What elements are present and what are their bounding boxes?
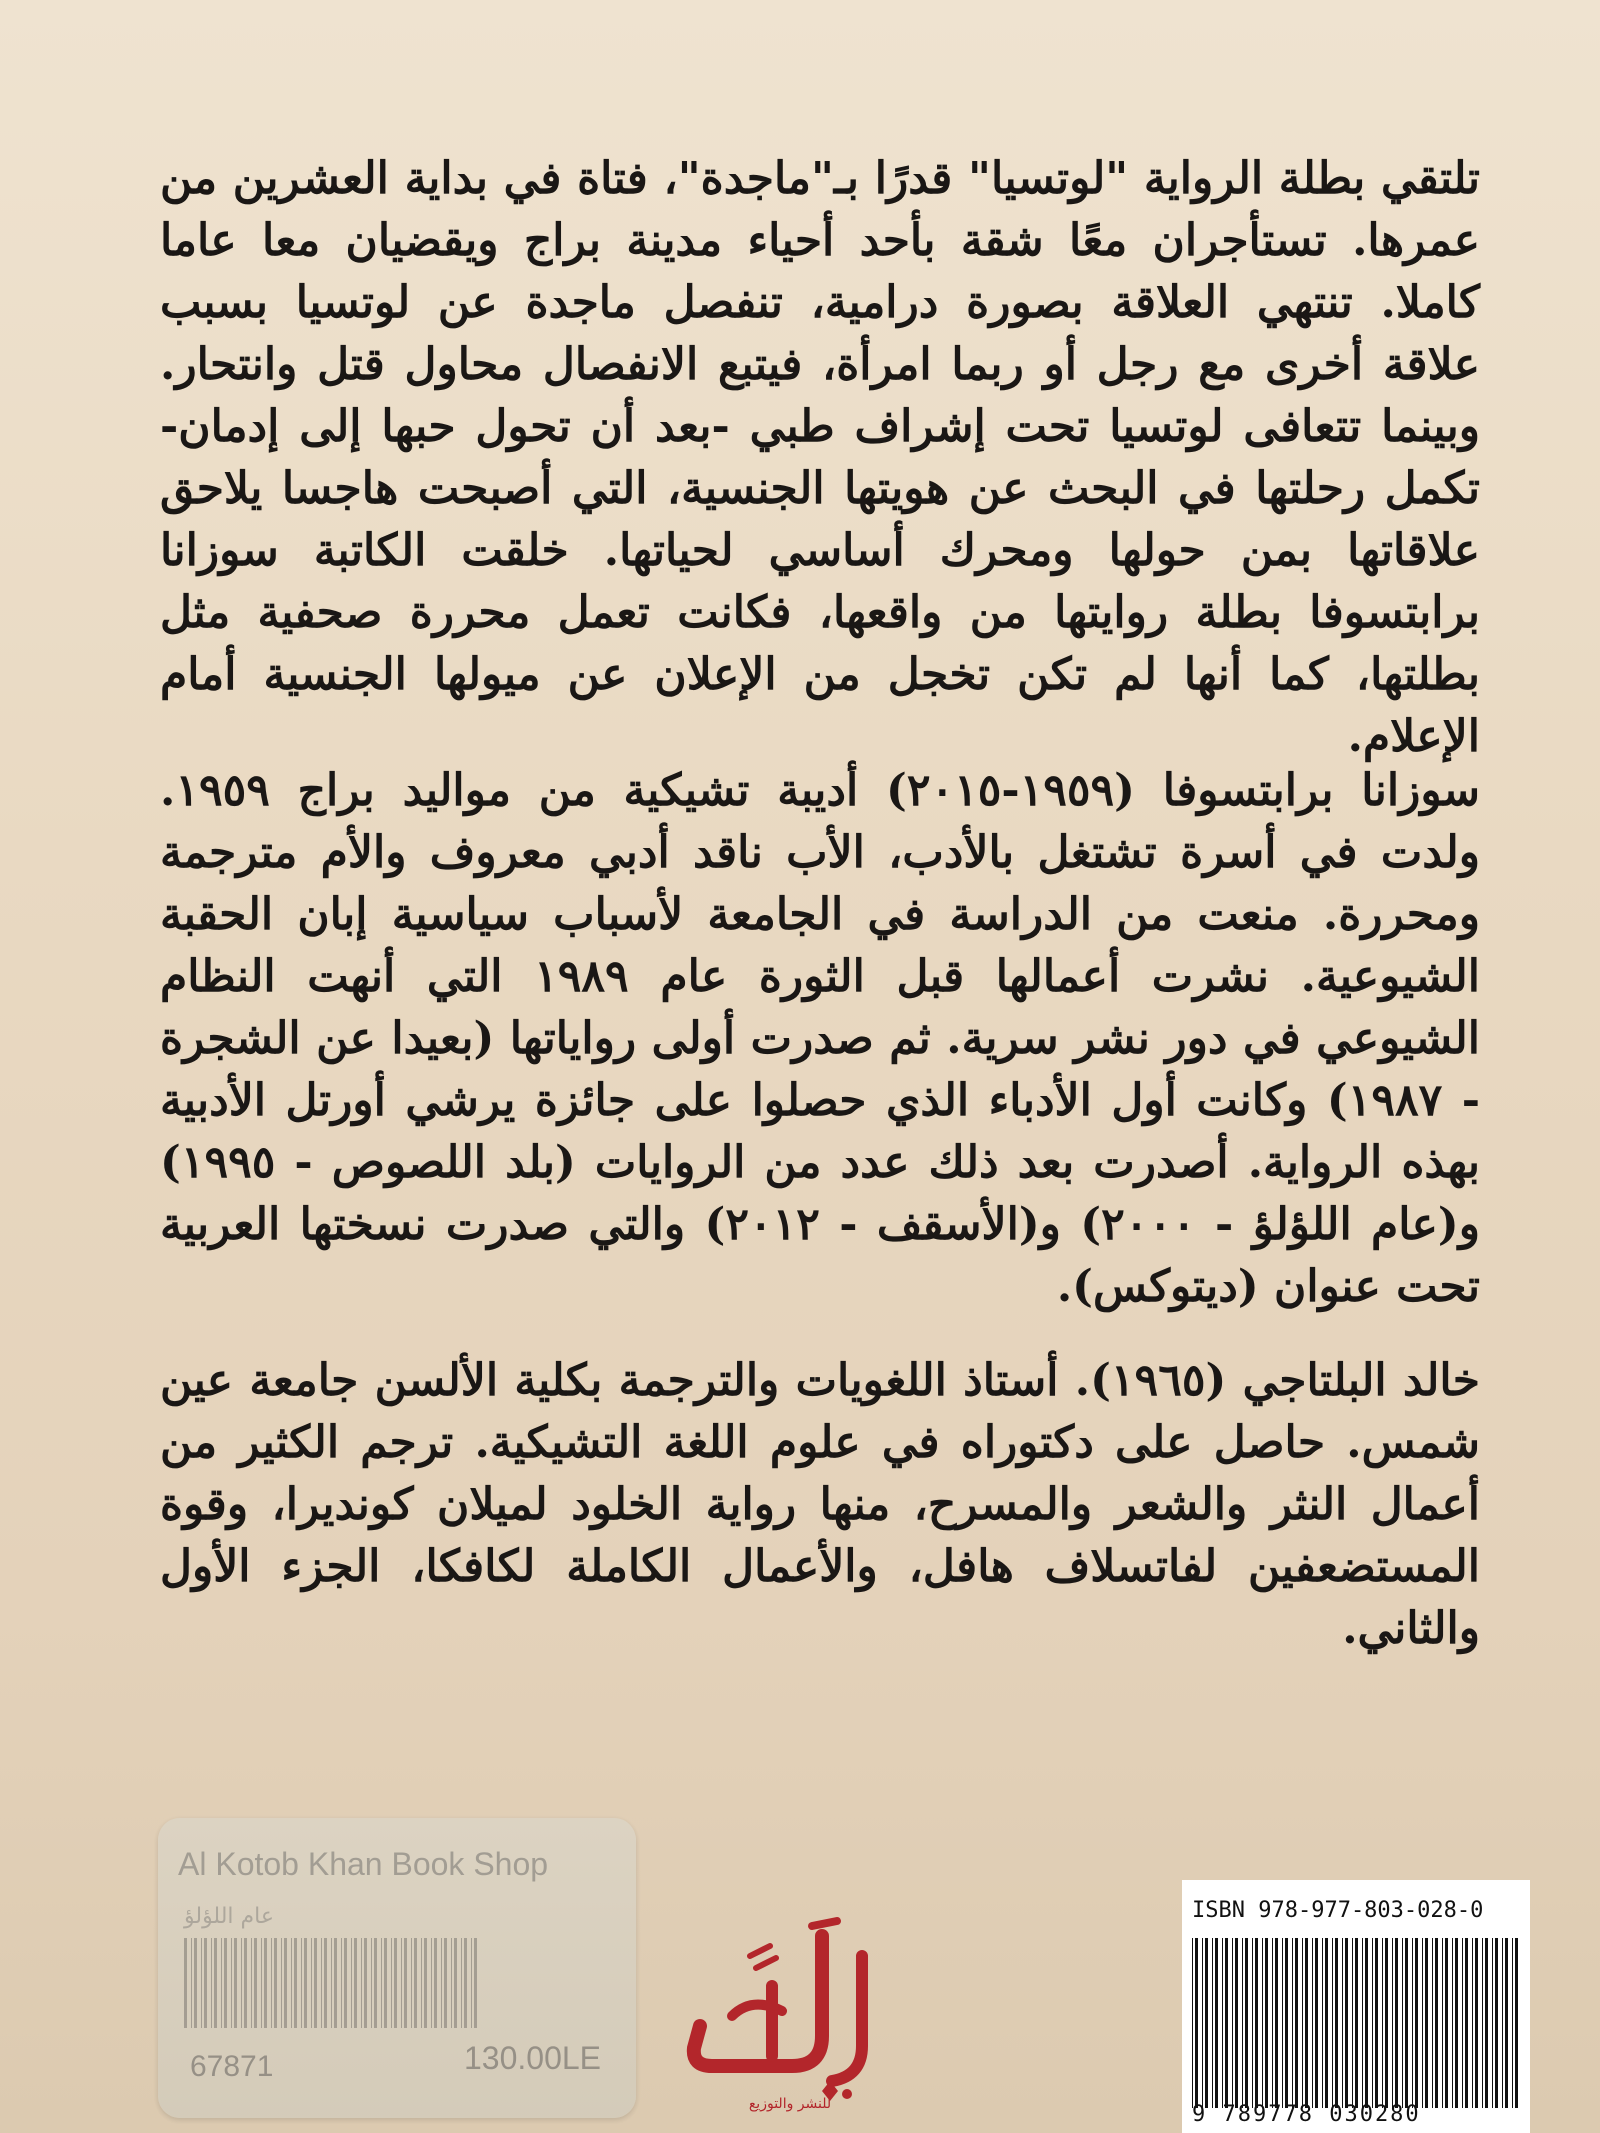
sticker-barcode-icon <box>184 1938 484 2028</box>
price-sticker <box>158 1818 636 2118</box>
isbn-barcode-block <box>1182 1880 1530 2133</box>
sticker-title: عام اللؤلؤ <box>184 1904 274 1929</box>
shop-name: Al Kotob Khan Book Shop <box>178 1846 549 1882</box>
price-label: 130.00LE <box>464 2040 602 2076</box>
synopsis-paragraph: تلتقي بطلة الرواية "لوتسيا" قدرًا بـ"ماجدة"، فتاة في بداية العشرين من عمرها. تستأجران معًا شقة بأحد أحياء مدينة براج ويقضيان معا عاما كاملا. تنتهي العلاقة بصورة درامية، تنفصل ماجدة عن لوتسيا بسبب علاقة أخرى مع رجل أو ربما امرأة، فيتبع الانفصال محاول قتل وانتحار. وبينما تتعافى لوتسيا تحت إشراف طبي -بعد أن تحول حبها إلى إدمان- تكمل رحلتها في البحث عن هويتها الجنسية، التي أصبحت هاجسا يلاحق علاقاتها بمن حولها ومحرك أساسي لحياتها. خلقت الكاتبة سوزانا برابتسوفا بطلة روايتها من واقعها، فكانت تعمل محررة صحفية مثل بطلتها، كما أنها لم تكن تخجل من الإعلان عن ميولها الجنسية أمام الإعلام. <box>160 153 1480 762</box>
author-bio-paragraph: سوزانا برابتسوفا (١٩٥٩-٢٠١٥) أديبة تشيكية من مواليد براج ١٩٥٩. ولدت في أسرة تشتغل بالأدب، الأب ناقد أدبي معروف والأم مترجمة ومحررة. منعت من الدراسة في الجامعة لأسباب سياسية إبان الحقبة الشيوعية. نشرت أعمالها قبل الثورة عام ١٩٨٩ التي أنهت النظام الشيوعي في دور نشر سرية. ثم صدرت أولى رواياتها (بعيدا عن الشجرة - ١٩٨٧) وكانت أول الأدباء الذي حصلوا على جائزة يرشي أورتل الأدبية بهذه الرواية. أصدرت بعد ذلك عدد من الروايات (بلد اللصوص - ١٩٩٥) و(عام اللؤلؤ - ٢٠٠٠) و(الأسقف - ٢٠١٢) والتي صدرت نسختها العربية تحت عنوان (ديتوكس). <box>160 765 1481 1312</box>
translator-bio-paragraph: خالد البلتاجي (١٩٦٥). أستاذ اللغويات والترجمة بكلية الألسن جامعة عين شمس. حاصل على دكتوراه في علوم اللغة التشيكية. ترجم الكثير من أعمال النثر والشعر والمسرح، منها رواية الخلود لميلان كونديرا، وقوة المستضعفين لفاتسلاف هافل، والأعمال الكاملة لكافكا، الجزء الأول والثاني. <box>160 1355 1480 1654</box>
publisher-subtitle: للنشر والتوزيع <box>748 2096 832 2112</box>
isbn-barcode-icon <box>1192 1938 1522 2108</box>
publisher-logo <box>672 1916 908 2116</box>
isbn-digits: 9 789778 030280 <box>1192 2102 1421 2127</box>
item-code: 67871 <box>190 2050 274 2083</box>
isbn-label: ISBN 978-977-803-028-0 <box>1192 1898 1484 1923</box>
